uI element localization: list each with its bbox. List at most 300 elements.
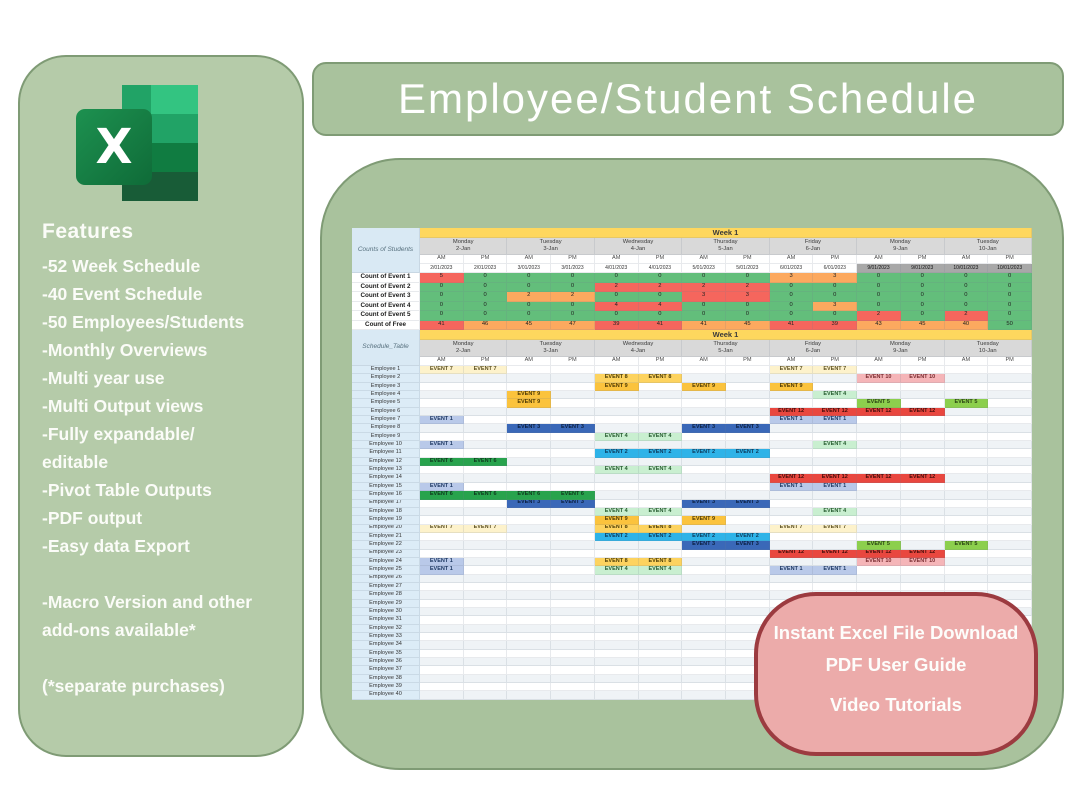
schedule-cell[interactable]	[551, 408, 595, 416]
schedule-cell[interactable]	[639, 650, 683, 658]
schedule-cell[interactable]	[595, 550, 639, 558]
count-cell[interactable]: 50	[988, 321, 1032, 331]
schedule-cell[interactable]	[507, 449, 551, 457]
schedule-cell[interactable]	[770, 399, 814, 407]
schedule-cell[interactable]	[813, 558, 857, 566]
schedule-cell[interactable]	[945, 416, 989, 424]
schedule-cell[interactable]	[639, 675, 683, 683]
schedule-cell[interactable]	[420, 500, 464, 508]
schedule-event-cell[interactable]: EVENT 8	[639, 374, 683, 382]
schedule-cell[interactable]	[988, 533, 1032, 541]
schedule-cell[interactable]	[901, 533, 945, 541]
schedule-cell[interactable]	[639, 550, 683, 558]
schedule-cell[interactable]	[726, 433, 770, 441]
schedule-cell[interactable]	[551, 416, 595, 424]
schedule-cell[interactable]	[507, 625, 551, 633]
count-cell[interactable]: 45	[901, 321, 945, 331]
count-cell[interactable]: 0	[857, 273, 901, 283]
schedule-cell[interactable]	[726, 508, 770, 516]
schedule-event-cell[interactable]: EVENT 9	[595, 516, 639, 524]
schedule-cell[interactable]	[464, 541, 508, 549]
count-cell[interactable]: 3	[682, 292, 726, 302]
schedule-cell[interactable]	[551, 566, 595, 574]
schedule-cell[interactable]	[639, 391, 683, 399]
schedule-cell[interactable]	[988, 383, 1032, 391]
schedule-event-cell[interactable]: EVENT 2	[682, 449, 726, 457]
schedule-cell[interactable]	[595, 500, 639, 508]
schedule-event-cell[interactable]: EVENT 12	[857, 408, 901, 416]
schedule-event-cell[interactable]: EVENT 12	[813, 408, 857, 416]
schedule-cell[interactable]	[420, 541, 464, 549]
schedule-cell[interactable]	[507, 575, 551, 583]
schedule-event-cell[interactable]: EVENT 9	[682, 516, 726, 524]
schedule-cell[interactable]	[726, 575, 770, 583]
schedule-event-cell[interactable]: EVENT 12	[770, 474, 814, 482]
schedule-cell[interactable]	[420, 633, 464, 641]
schedule-cell[interactable]	[507, 433, 551, 441]
schedule-cell[interactable]	[464, 558, 508, 566]
count-cell[interactable]: 0	[507, 273, 551, 283]
schedule-cell[interactable]	[464, 508, 508, 516]
count-cell[interactable]: 0	[551, 311, 595, 321]
count-cell[interactable]: 0	[726, 273, 770, 283]
count-cell[interactable]: 0	[813, 283, 857, 293]
schedule-event-cell[interactable]: EVENT 3	[726, 500, 770, 508]
count-cell[interactable]: 0	[857, 283, 901, 293]
schedule-cell[interactable]	[901, 483, 945, 491]
schedule-cell[interactable]	[595, 541, 639, 549]
schedule-cell[interactable]	[813, 458, 857, 466]
schedule-event-cell[interactable]: EVENT 8	[595, 525, 639, 533]
count-cell[interactable]: 0	[551, 283, 595, 293]
schedule-cell[interactable]	[770, 575, 814, 583]
schedule-cell[interactable]	[945, 466, 989, 474]
schedule-cell[interactable]	[464, 616, 508, 624]
schedule-event-cell[interactable]: EVENT 1	[813, 416, 857, 424]
schedule-cell[interactable]	[551, 658, 595, 666]
schedule-cell[interactable]	[507, 675, 551, 683]
schedule-cell[interactable]	[551, 391, 595, 399]
schedule-cell[interactable]	[988, 566, 1032, 574]
schedule-cell[interactable]	[726, 466, 770, 474]
schedule-cell[interactable]	[464, 650, 508, 658]
schedule-cell[interactable]	[901, 500, 945, 508]
schedule-cell[interactable]	[551, 508, 595, 516]
schedule-cell[interactable]	[595, 600, 639, 608]
schedule-cell[interactable]	[682, 616, 726, 624]
schedule-cell[interactable]	[595, 591, 639, 599]
count-cell[interactable]: 0	[988, 292, 1032, 302]
schedule-cell[interactable]	[682, 683, 726, 691]
schedule-cell[interactable]	[595, 625, 639, 633]
schedule-event-cell[interactable]: EVENT 4	[813, 508, 857, 516]
count-cell[interactable]: 40	[945, 321, 989, 331]
count-cell[interactable]: 0	[420, 311, 464, 321]
schedule-cell[interactable]	[595, 641, 639, 649]
schedule-cell[interactable]	[551, 558, 595, 566]
schedule-cell[interactable]	[945, 483, 989, 491]
count-cell[interactable]: 41	[770, 321, 814, 331]
schedule-cell[interactable]	[507, 641, 551, 649]
count-cell[interactable]: 3	[813, 302, 857, 312]
count-cell[interactable]: 0	[595, 273, 639, 283]
schedule-event-cell[interactable]: EVENT 4	[813, 441, 857, 449]
schedule-cell[interactable]	[945, 383, 989, 391]
count-cell[interactable]: 47	[551, 321, 595, 331]
schedule-cell[interactable]	[770, 583, 814, 591]
schedule-cell[interactable]	[945, 374, 989, 382]
schedule-cell[interactable]	[507, 691, 551, 699]
schedule-event-cell[interactable]: EVENT 9	[770, 383, 814, 391]
count-cell[interactable]: 41	[639, 321, 683, 331]
schedule-cell[interactable]	[901, 433, 945, 441]
schedule-cell[interactable]	[988, 575, 1032, 583]
schedule-cell[interactable]	[901, 491, 945, 499]
schedule-cell[interactable]	[464, 474, 508, 482]
schedule-cell[interactable]	[551, 591, 595, 599]
schedule-event-cell[interactable]: EVENT 1	[420, 483, 464, 491]
count-cell[interactable]: 41	[682, 321, 726, 331]
schedule-cell[interactable]	[988, 525, 1032, 533]
schedule-cell[interactable]	[595, 441, 639, 449]
schedule-cell[interactable]	[464, 383, 508, 391]
schedule-cell[interactable]	[507, 608, 551, 616]
schedule-cell[interactable]	[988, 458, 1032, 466]
schedule-cell[interactable]	[420, 408, 464, 416]
schedule-cell[interactable]	[464, 575, 508, 583]
schedule-cell[interactable]	[420, 575, 464, 583]
schedule-cell[interactable]	[639, 383, 683, 391]
schedule-cell[interactable]	[857, 458, 901, 466]
schedule-cell[interactable]	[464, 633, 508, 641]
schedule-cell[interactable]	[420, 449, 464, 457]
count-cell[interactable]: 0	[988, 283, 1032, 293]
schedule-event-cell[interactable]: EVENT 10	[857, 558, 901, 566]
schedule-cell[interactable]	[945, 516, 989, 524]
schedule-cell[interactable]	[988, 474, 1032, 482]
schedule-cell[interactable]	[813, 541, 857, 549]
schedule-cell[interactable]	[551, 625, 595, 633]
schedule-cell[interactable]	[551, 666, 595, 674]
schedule-cell[interactable]	[682, 458, 726, 466]
schedule-cell[interactable]	[682, 658, 726, 666]
schedule-event-cell[interactable]: EVENT 12	[901, 408, 945, 416]
schedule-event-cell[interactable]: EVENT 8	[639, 558, 683, 566]
schedule-cell[interactable]	[988, 424, 1032, 432]
count-cell[interactable]: 0	[595, 292, 639, 302]
schedule-event-cell[interactable]: EVENT 2	[682, 533, 726, 541]
count-cell[interactable]: 0	[464, 311, 508, 321]
schedule-cell[interactable]	[726, 366, 770, 374]
schedule-event-cell[interactable]: EVENT 7	[464, 525, 508, 533]
count-cell[interactable]: 0	[551, 302, 595, 312]
count-cell[interactable]: 0	[770, 302, 814, 312]
schedule-event-cell[interactable]: EVENT 4	[639, 433, 683, 441]
schedule-cell[interactable]	[507, 566, 551, 574]
schedule-cell[interactable]	[726, 591, 770, 599]
schedule-cell[interactable]	[682, 374, 726, 382]
schedule-cell[interactable]	[595, 474, 639, 482]
schedule-event-cell[interactable]: EVENT 12	[813, 474, 857, 482]
schedule-cell[interactable]	[507, 458, 551, 466]
schedule-event-cell[interactable]: EVENT 10	[857, 374, 901, 382]
count-cell[interactable]: 0	[682, 302, 726, 312]
count-cell[interactable]: 0	[639, 273, 683, 283]
count-cell[interactable]: 0	[770, 292, 814, 302]
schedule-cell[interactable]	[420, 675, 464, 683]
schedule-cell[interactable]	[988, 583, 1032, 591]
count-cell[interactable]: 2	[945, 311, 989, 321]
schedule-cell[interactable]	[464, 433, 508, 441]
count-cell[interactable]: 41	[420, 321, 464, 331]
schedule-cell[interactable]	[726, 525, 770, 533]
schedule-event-cell[interactable]: EVENT 4	[595, 508, 639, 516]
schedule-cell[interactable]	[464, 550, 508, 558]
schedule-cell[interactable]	[682, 633, 726, 641]
schedule-cell[interactable]	[464, 625, 508, 633]
schedule-cell[interactable]	[682, 675, 726, 683]
schedule-cell[interactable]	[988, 408, 1032, 416]
count-cell[interactable]: 39	[813, 321, 857, 331]
schedule-event-cell[interactable]: EVENT 1	[770, 566, 814, 574]
schedule-cell[interactable]	[551, 449, 595, 457]
schedule-cell[interactable]	[857, 483, 901, 491]
schedule-cell[interactable]	[639, 516, 683, 524]
schedule-cell[interactable]	[595, 675, 639, 683]
schedule-event-cell[interactable]: EVENT 9	[507, 391, 551, 399]
schedule-cell[interactable]	[507, 550, 551, 558]
schedule-cell[interactable]	[639, 408, 683, 416]
count-cell[interactable]: 0	[813, 311, 857, 321]
count-cell[interactable]: 0	[770, 311, 814, 321]
count-cell[interactable]: 2	[507, 292, 551, 302]
schedule-cell[interactable]	[813, 583, 857, 591]
schedule-cell[interactable]	[551, 399, 595, 407]
schedule-cell[interactable]	[507, 508, 551, 516]
schedule-cell[interactable]	[988, 441, 1032, 449]
count-cell[interactable]: 2	[857, 311, 901, 321]
schedule-cell[interactable]	[726, 441, 770, 449]
schedule-cell[interactable]	[639, 416, 683, 424]
schedule-event-cell[interactable]: EVENT 1	[813, 566, 857, 574]
schedule-cell[interactable]	[639, 541, 683, 549]
schedule-cell[interactable]	[988, 433, 1032, 441]
schedule-cell[interactable]	[639, 366, 683, 374]
schedule-cell[interactable]	[726, 416, 770, 424]
count-cell[interactable]: 0	[901, 283, 945, 293]
schedule-cell[interactable]	[639, 658, 683, 666]
schedule-cell[interactable]	[857, 533, 901, 541]
schedule-cell[interactable]	[726, 458, 770, 466]
schedule-cell[interactable]	[551, 458, 595, 466]
schedule-cell[interactable]	[639, 691, 683, 699]
schedule-cell[interactable]	[551, 608, 595, 616]
schedule-cell[interactable]	[682, 650, 726, 658]
schedule-cell[interactable]	[420, 424, 464, 432]
schedule-event-cell[interactable]: EVENT 12	[857, 474, 901, 482]
count-cell[interactable]: 0	[988, 273, 1032, 283]
schedule-cell[interactable]	[901, 516, 945, 524]
count-cell[interactable]: 43	[857, 321, 901, 331]
count-cell[interactable]: 0	[682, 311, 726, 321]
schedule-cell[interactable]	[770, 449, 814, 457]
schedule-cell[interactable]	[551, 533, 595, 541]
schedule-cell[interactable]	[857, 575, 901, 583]
count-cell[interactable]: 0	[988, 302, 1032, 312]
schedule-cell[interactable]	[551, 374, 595, 382]
schedule-event-cell[interactable]: EVENT 5	[857, 541, 901, 549]
schedule-cell[interactable]	[551, 474, 595, 482]
schedule-event-cell[interactable]: EVENT 9	[682, 383, 726, 391]
schedule-cell[interactable]	[682, 641, 726, 649]
count-cell[interactable]: 0	[901, 292, 945, 302]
schedule-cell[interactable]	[726, 383, 770, 391]
schedule-cell[interactable]	[420, 666, 464, 674]
schedule-cell[interactable]	[901, 449, 945, 457]
schedule-cell[interactable]	[595, 608, 639, 616]
schedule-event-cell[interactable]: EVENT 10	[901, 558, 945, 566]
schedule-cell[interactable]	[901, 441, 945, 449]
schedule-cell[interactable]	[813, 399, 857, 407]
schedule-cell[interactable]	[945, 558, 989, 566]
count-cell[interactable]: 0	[464, 273, 508, 283]
schedule-cell[interactable]	[857, 416, 901, 424]
schedule-cell[interactable]	[726, 408, 770, 416]
schedule-cell[interactable]	[857, 525, 901, 533]
schedule-cell[interactable]	[639, 625, 683, 633]
schedule-cell[interactable]	[682, 416, 726, 424]
count-cell[interactable]: 2	[682, 283, 726, 293]
schedule-cell[interactable]	[551, 550, 595, 558]
schedule-cell[interactable]	[639, 474, 683, 482]
schedule-cell[interactable]	[901, 424, 945, 432]
schedule-cell[interactable]	[770, 533, 814, 541]
schedule-cell[interactable]	[726, 608, 770, 616]
schedule-event-cell[interactable]: EVENT 7	[420, 525, 464, 533]
schedule-event-cell[interactable]: EVENT 7	[770, 525, 814, 533]
schedule-cell[interactable]	[857, 441, 901, 449]
schedule-event-cell[interactable]: EVENT 1	[770, 416, 814, 424]
count-cell[interactable]: 46	[464, 321, 508, 331]
schedule-cell[interactable]	[726, 491, 770, 499]
schedule-cell[interactable]	[988, 550, 1032, 558]
schedule-cell[interactable]	[726, 558, 770, 566]
schedule-event-cell[interactable]: EVENT 3	[551, 424, 595, 432]
schedule-event-cell[interactable]: EVENT 1	[770, 483, 814, 491]
schedule-cell[interactable]	[988, 541, 1032, 549]
schedule-cell[interactable]	[945, 474, 989, 482]
schedule-cell[interactable]	[595, 633, 639, 641]
schedule-event-cell[interactable]: EVENT 10	[901, 374, 945, 382]
schedule-event-cell[interactable]: EVENT 2	[639, 449, 683, 457]
schedule-event-cell[interactable]: EVENT 7	[464, 366, 508, 374]
schedule-cell[interactable]	[988, 449, 1032, 457]
schedule-cell[interactable]	[901, 583, 945, 591]
schedule-cell[interactable]	[988, 483, 1032, 491]
schedule-cell[interactable]	[770, 441, 814, 449]
schedule-cell[interactable]	[639, 641, 683, 649]
schedule-cell[interactable]	[551, 516, 595, 524]
schedule-cell[interactable]	[639, 633, 683, 641]
count-cell[interactable]: 0	[420, 283, 464, 293]
schedule-cell[interactable]	[551, 691, 595, 699]
schedule-cell[interactable]	[464, 500, 508, 508]
schedule-cell[interactable]	[507, 416, 551, 424]
schedule-cell[interactable]	[420, 533, 464, 541]
schedule-cell[interactable]	[595, 691, 639, 699]
schedule-cell[interactable]	[901, 383, 945, 391]
count-cell[interactable]: 0	[420, 302, 464, 312]
schedule-cell[interactable]	[420, 374, 464, 382]
schedule-cell[interactable]	[682, 408, 726, 416]
schedule-cell[interactable]	[945, 566, 989, 574]
schedule-cell[interactable]	[420, 474, 464, 482]
schedule-cell[interactable]	[726, 483, 770, 491]
schedule-cell[interactable]	[507, 441, 551, 449]
schedule-cell[interactable]	[464, 399, 508, 407]
schedule-cell[interactable]	[813, 500, 857, 508]
schedule-event-cell[interactable]: EVENT 4	[639, 508, 683, 516]
count-cell[interactable]: 3	[770, 273, 814, 283]
schedule-event-cell[interactable]: EVENT 4	[639, 466, 683, 474]
schedule-event-cell[interactable]: EVENT 8	[595, 374, 639, 382]
schedule-cell[interactable]	[507, 516, 551, 524]
schedule-cell[interactable]	[901, 525, 945, 533]
schedule-cell[interactable]	[420, 466, 464, 474]
schedule-event-cell[interactable]: EVENT 6	[420, 458, 464, 466]
schedule-cell[interactable]	[420, 625, 464, 633]
schedule-event-cell[interactable]: EVENT 1	[813, 483, 857, 491]
schedule-cell[interactable]	[945, 533, 989, 541]
schedule-cell[interactable]	[857, 391, 901, 399]
schedule-event-cell[interactable]: EVENT 7	[813, 366, 857, 374]
schedule-cell[interactable]	[507, 616, 551, 624]
schedule-cell[interactable]	[945, 583, 989, 591]
count-cell[interactable]: 0	[726, 311, 770, 321]
schedule-event-cell[interactable]: EVENT 3	[507, 500, 551, 508]
schedule-cell[interactable]	[857, 508, 901, 516]
schedule-cell[interactable]	[770, 391, 814, 399]
schedule-cell[interactable]	[770, 458, 814, 466]
schedule-event-cell[interactable]: EVENT 2	[726, 449, 770, 457]
schedule-cell[interactable]	[464, 424, 508, 432]
schedule-event-cell[interactable]: EVENT 3	[682, 541, 726, 549]
schedule-cell[interactable]	[945, 508, 989, 516]
schedule-cell[interactable]	[682, 391, 726, 399]
schedule-cell[interactable]	[507, 525, 551, 533]
schedule-event-cell[interactable]: EVENT 2	[639, 533, 683, 541]
schedule-cell[interactable]	[551, 641, 595, 649]
schedule-cell[interactable]	[464, 483, 508, 491]
schedule-cell[interactable]	[420, 391, 464, 399]
schedule-cell[interactable]	[464, 691, 508, 699]
schedule-cell[interactable]	[420, 383, 464, 391]
schedule-cell[interactable]	[464, 408, 508, 416]
schedule-cell[interactable]	[464, 583, 508, 591]
schedule-cell[interactable]	[595, 583, 639, 591]
schedule-cell[interactable]	[507, 374, 551, 382]
schedule-cell[interactable]	[551, 483, 595, 491]
schedule-cell[interactable]	[682, 566, 726, 574]
count-cell[interactable]: 0	[639, 292, 683, 302]
schedule-cell[interactable]	[901, 575, 945, 583]
schedule-cell[interactable]	[945, 408, 989, 416]
schedule-cell[interactable]	[726, 374, 770, 382]
schedule-cell[interactable]	[595, 391, 639, 399]
count-cell[interactable]: 0	[464, 302, 508, 312]
schedule-cell[interactable]	[507, 658, 551, 666]
count-cell[interactable]: 0	[507, 302, 551, 312]
